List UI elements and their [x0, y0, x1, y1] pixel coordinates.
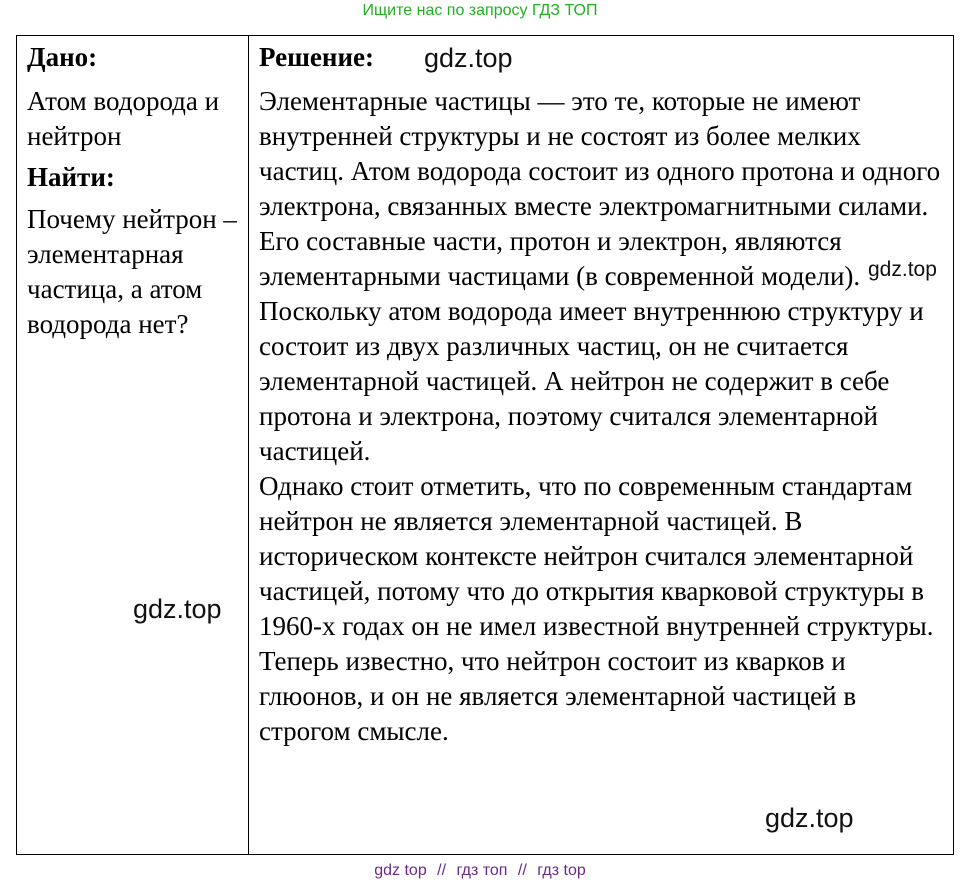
- footer-link[interactable]: гдз top: [537, 862, 586, 879]
- given-column: [17, 36, 249, 854]
- given-text: Атом водорода и нейтрон: [27, 86, 220, 151]
- solution-paragraph-1: Элементарные частицы — это те, которые не имеют внутренней структуры и не состоят из более мелких частиц. Атом водорода состоит из одного протона и одного электрона, связанных вместе электромагнитными силами. Его составные части, протон и электрон, являются элементарными частицами (в современной модели). Поскольку атом водорода имеет внутреннюю структуру и состоит из двух различных частиц, он не считается элементарной частицей. А нейтрон не содержит в себе протона и электрона, поэтому считался элементарной частицей.: [259, 86, 941, 466]
- watermark: gdz.top: [133, 594, 222, 624]
- footer-separator: //: [437, 862, 447, 879]
- solution-paragraph-2: Однако стоит отметить, что по современным стандартам нейтрон не является элементарной частицей. В историческом контексте нейтрон считался элементарной частицей, потому что до открытия кварковой структуры в 1960-х годах он не имел известной внутренней структуры. Теперь известно, что нейтрон состоит из кварков и глюонов, и он не является элементарной частицей в строгом смысле.: [259, 471, 934, 746]
- watermark: gdz.top: [868, 258, 937, 281]
- watermark: gdz.top: [424, 43, 513, 73]
- top-banner: Ищите нас по запросу ГДЗ ТОП: [362, 2, 598, 19]
- footer-link[interactable]: gdz top: [374, 862, 427, 879]
- given-heading: Дано:: [27, 42, 98, 72]
- footer-link[interactable]: гдз топ: [456, 862, 508, 879]
- find-heading: Найти:: [27, 162, 115, 192]
- footer-links: [0, 862, 960, 880]
- find-text: Почему нейтрон – элементарная частица, а атом водорода нет?: [27, 204, 237, 339]
- task-table: [16, 35, 954, 855]
- solution-column: [249, 36, 953, 854]
- solution-heading: Решение:: [259, 42, 374, 72]
- watermark: gdz.top: [765, 803, 854, 833]
- footer-separator: //: [517, 862, 527, 879]
